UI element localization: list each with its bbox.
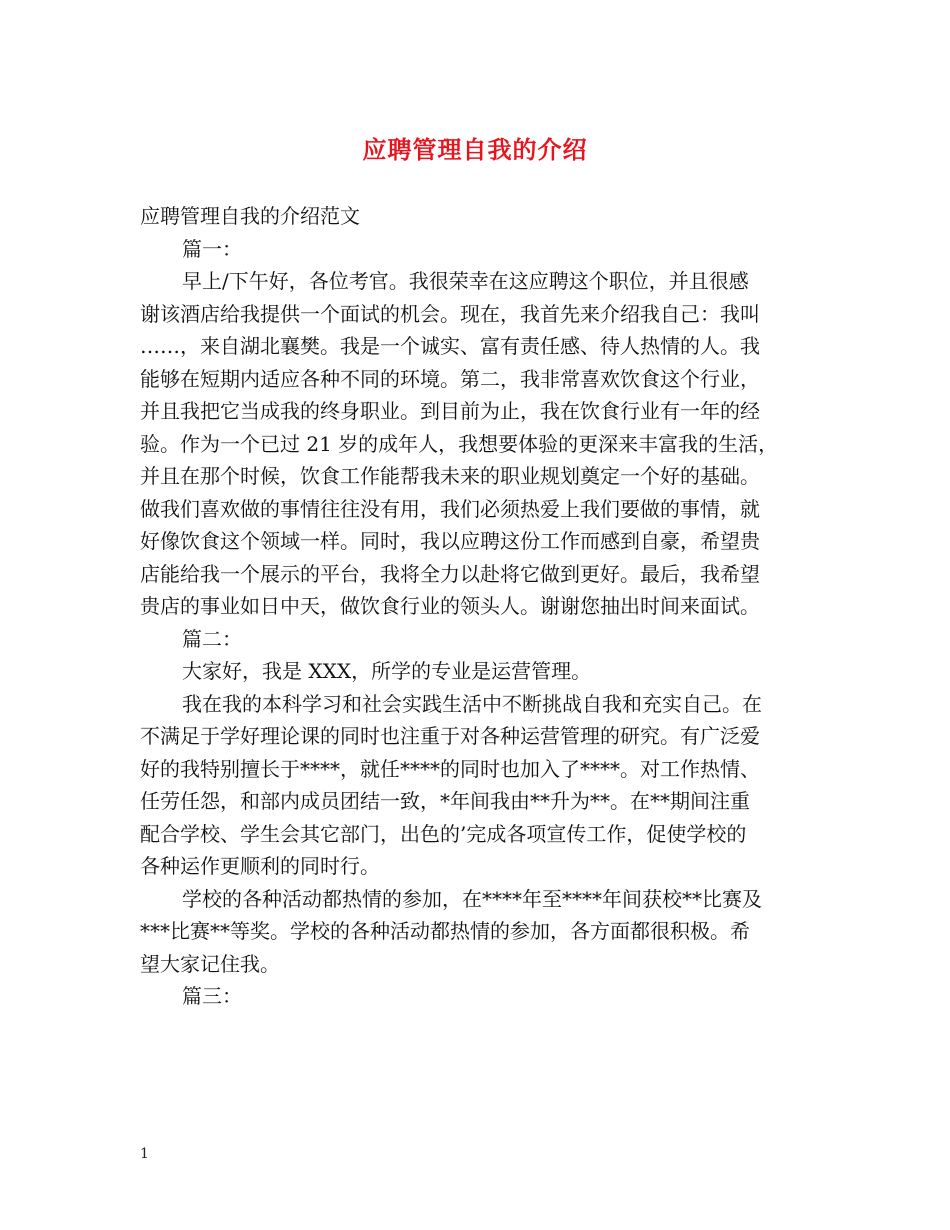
text-line: 店能给我一个展示的平台，我将全力以赴将它做到更好。最后，我希望 (140, 561, 760, 586)
text-line: 各种运作更顺利的同时行。 (140, 854, 380, 878)
text-line: 好像饮食这个领域一样。同时，我以应聘这份工作而感到自豪，希望贵 (140, 529, 760, 553)
text-line: 配合学校、学生会其它部门，出色的’完成各项宣传工作，促使学校的 (140, 821, 747, 846)
text-line: 篇二： (182, 626, 242, 651)
text-line: 大家好，我是 XXX，所学的专业是运营管理。 (182, 659, 592, 683)
text-line: ***比赛**等奖。学校的各种活动都热情的参加，各方面都很积极。希 (140, 919, 750, 943)
text-line: 不满足于学好理论课的同时也注重于对各种运营管理的研究。有广泛爱 (140, 724, 760, 748)
text-line: ……，来自湖北襄樊。我是一个诚实、富有责任感、待人热情的人。我 (140, 334, 760, 358)
body-text (140, 233, 812, 1013)
document-subtitle: 应聘管理自我的介绍范文 (140, 204, 360, 228)
text-line: 望大家记住我。 (140, 951, 280, 976)
text-line: 验。作为一个已过 21 岁的成年人，我想要体验的更深来丰富我的生活， (140, 431, 779, 456)
text-line: 贵店的事业如日中天，做饮食行业的领头人。谢谢您抽出时间来面试。 (140, 594, 760, 618)
text-line: 我在我的本科学习和社会实践生活中不断挑战自我和充实自己。在 (182, 691, 762, 716)
text-line: 谢该酒店给我提供一个面试的机会。现在，我首先来介绍我自己：我叫 (140, 301, 760, 326)
text-line: 早上/下午好，各位考官。我很荣幸在这应聘这个职位，并且很感 (182, 269, 749, 293)
text-line: 做我们喜欢做的事情往往没有用，我们必须热爱上我们要做的事情，就 (140, 496, 760, 521)
page-title: 应聘管理自我的介绍 (362, 135, 588, 164)
text-line: 篇一： (182, 236, 242, 261)
text-line: 篇三： (182, 984, 242, 1008)
text-line: 任劳任怨，和部内成员团结一致，*年间我由**升为**。在**期间注重 (140, 789, 750, 813)
text-line: 好的我特别擅长于****，就任****的同时也加入了****。对工作热情、 (140, 756, 760, 781)
page-number: 1 (140, 1146, 149, 1162)
text-line: 并且我把它当成我的终身职业。到目前为止，我在饮食行业有一年的经 (140, 399, 760, 423)
text-line: 学校的各种活动都热情的参加，在****年至****年间获校**比赛及 (182, 886, 762, 911)
text-line: 能够在短期内适应各种不同的环境。第二，我非常喜欢饮食这个行业， (140, 366, 760, 391)
document-body (140, 200, 812, 1013)
text-line: 并且在那个时候，饮食工作能帮我未来的职业规划奠定一个好的基础。 (140, 464, 760, 488)
